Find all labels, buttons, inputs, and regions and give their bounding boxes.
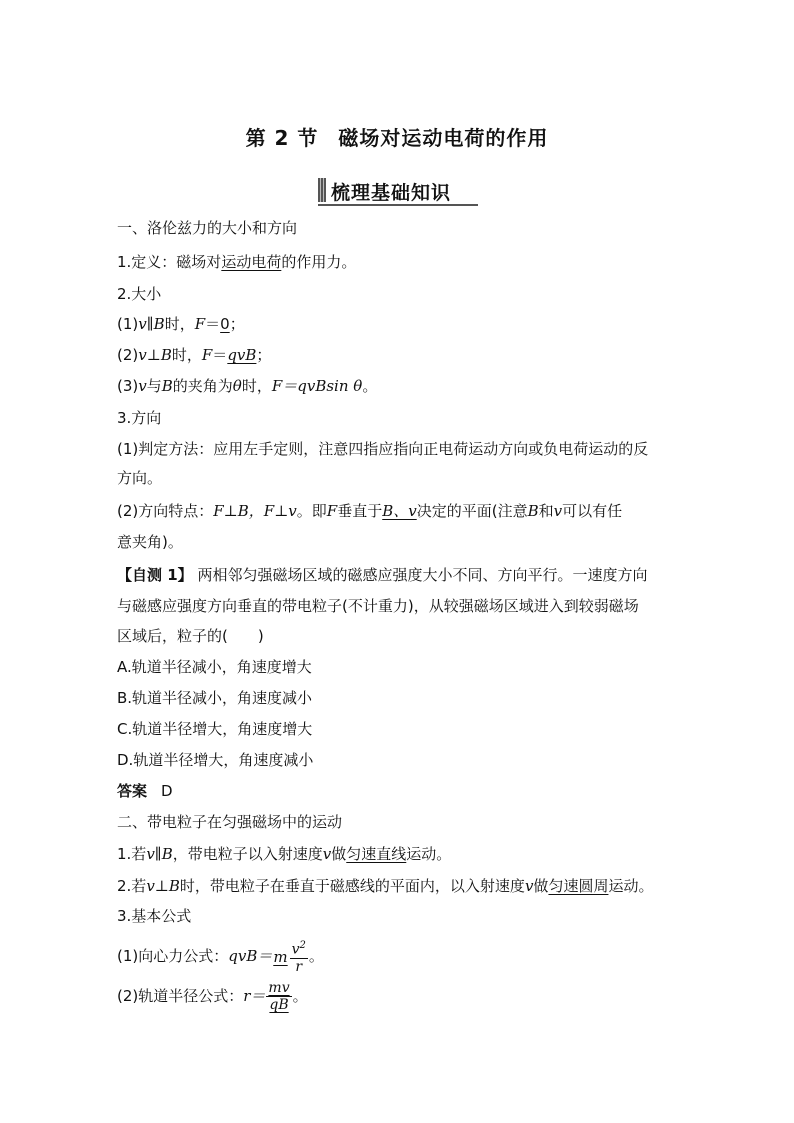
section-title	[0, 122, 794, 151]
blank-answer: 0	[220, 315, 230, 333]
self-test-question-line1: 【自测 1】 两相邻匀强磁场区域的磁感应强度大小不同、方向平行。一速度方向	[117, 566, 648, 584]
direction-rule-line2: 方向。	[117, 469, 163, 487]
option-b: B.轨道半径减小，角速度减小	[117, 689, 313, 707]
case-perpendicular: (2)v⊥B时，F＝qvB；	[117, 346, 272, 364]
self-test-question-line2: 与磁感应强度方向垂直的带电粒子(不计重力)，从较强磁场区域进入到较弱磁场	[117, 597, 639, 615]
fraction-v2-over-r: $\frac{v^2}{r}$	[291, 940, 306, 975]
self-test-question-line3: 区域后，粒子的( )	[117, 627, 264, 645]
blank-answer: 匀速直线	[346, 845, 407, 863]
motion-parallel: 1.若v∥B，带电粒子以入射速度v做匀速直线运动。	[117, 845, 452, 863]
radius-formula: (2)轨道半径公式：r＝ $\frac{mv}{qB}$ 。	[117, 980, 308, 1013]
blank-answer: m	[273, 947, 288, 966]
heading-lorentz-force: 一、洛伦兹力的大小和方向	[117, 219, 298, 237]
banner-text: 梳理基础知识	[331, 182, 452, 204]
case-angle: (3)v与B的夹角为θ时，F＝qvBsin θ。	[117, 377, 378, 395]
direction-feature-line1: (2)方向特点：F⊥B，F⊥v。即F垂直于B、v决定的平面(注意B和v可以有任	[117, 502, 623, 520]
answer-label: 答案	[117, 782, 148, 800]
size-heading: 2.大小	[117, 285, 162, 303]
direction-feature-line2: 意夹角)。	[117, 533, 183, 551]
heading-particle-motion: 二、带电粒子在匀强磁场中的运动	[117, 813, 343, 831]
self-test-label: 【自测 1】	[117, 566, 193, 584]
option-d: D.轨道半径增大，角速度减小	[117, 751, 314, 769]
motion-perpendicular: 2.若v⊥B时，带电粒子在垂直于磁感线的平面内，以入射速度v做匀速圆周运动。	[117, 877, 654, 895]
blank-answer: 匀速圆周	[548, 877, 609, 895]
section-number: 第 2 节	[245, 126, 319, 150]
formulas-heading: 3.基本公式	[117, 907, 192, 925]
fraction-mv-over-qb: $\frac{mv}{qB}$	[268, 980, 290, 1013]
direction-heading: 3.方向	[117, 409, 162, 427]
banner-bar-icon	[318, 178, 326, 202]
section-title-text: 磁场对运动电荷的作用	[338, 126, 549, 150]
blank-answer: 运动电荷	[221, 253, 282, 271]
option-a: A.轨道半径减小，角速度增大	[117, 658, 312, 676]
definition-line: 1.定义：磁场对运动电荷的作用力。	[117, 253, 357, 271]
case-parallel: (1)v∥B时，F＝0；	[117, 315, 245, 333]
blank-answer: qvB	[227, 346, 257, 364]
centripetal-formula: (1)向心力公式：qvB＝m $\frac{v^2}{r}$ 。	[117, 940, 324, 975]
banner-underline	[318, 204, 478, 206]
answer-value: D	[161, 782, 173, 800]
answer-line	[117, 781, 173, 801]
blank-answer: B、v	[382, 502, 417, 520]
option-c: C.轨道半径增大，角速度增大	[117, 720, 313, 738]
direction-rule-line1: (1)判定方法：应用左手定则，注意四指应指向正电荷运动方向或负电荷运动的反	[117, 440, 649, 458]
